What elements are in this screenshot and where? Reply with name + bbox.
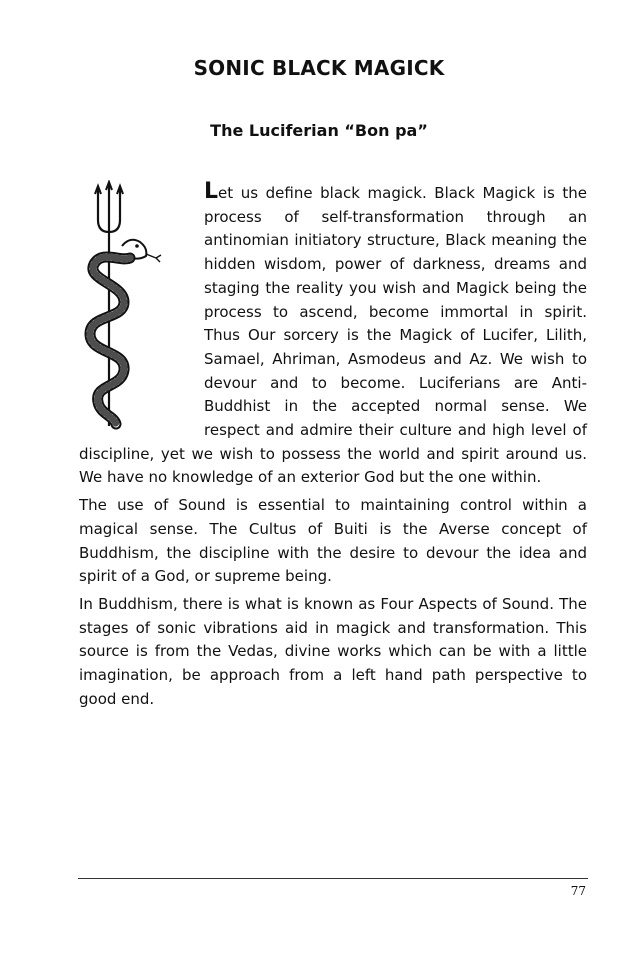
page-number: 77: [570, 884, 586, 898]
page-subtitle: The Luciferian “Bon pa”: [210, 121, 428, 140]
drop-cap: L: [204, 179, 219, 204]
paragraph-3: In Buddhism, there is what is known as Four Aspects of Sound. The stages of sonic vibrations aid in magick and transformation. This source is from the Vedas, divine works which can be with a little imagination, be approach from a left hand path perspective to good end.: [79, 594, 587, 708]
page-title: SONIC BLACK MAGICK: [193, 56, 445, 80]
paragraph-1-text: et us define black magick. Black Magick is the process of self-transformation through an antinomian initiatory structure, Black meaning the hidden wisdom, power of darkness, dreams and staging the reality you wish and Magick being the process to ascend, become immortal in spirit. Thus Our sorcery is the Magick of Lucifer, Lilith, Samael, Ahriman, Asmodeus and Az. We wish to devour and to become. Luciferians are Anti-Buddhist in the accepted normal sense. We respect and admire their culture and high level of discipline, yet we wish to possess the world and spirit around us. We have no knowledge of an exterior God but the one within.: [79, 184, 587, 487]
illustration-wrap-space: [79, 180, 204, 430]
paragraph-2: The use of Sound is essential to maintaining control within a magical sense. The Cultus of Buiti is the Averse concept of Buddhism, the discipline with the desire to devour the idea and spirit of a God, or supreme being.: [79, 496, 587, 586]
body-text: [79, 180, 587, 715]
footer-divider: [78, 878, 588, 879]
